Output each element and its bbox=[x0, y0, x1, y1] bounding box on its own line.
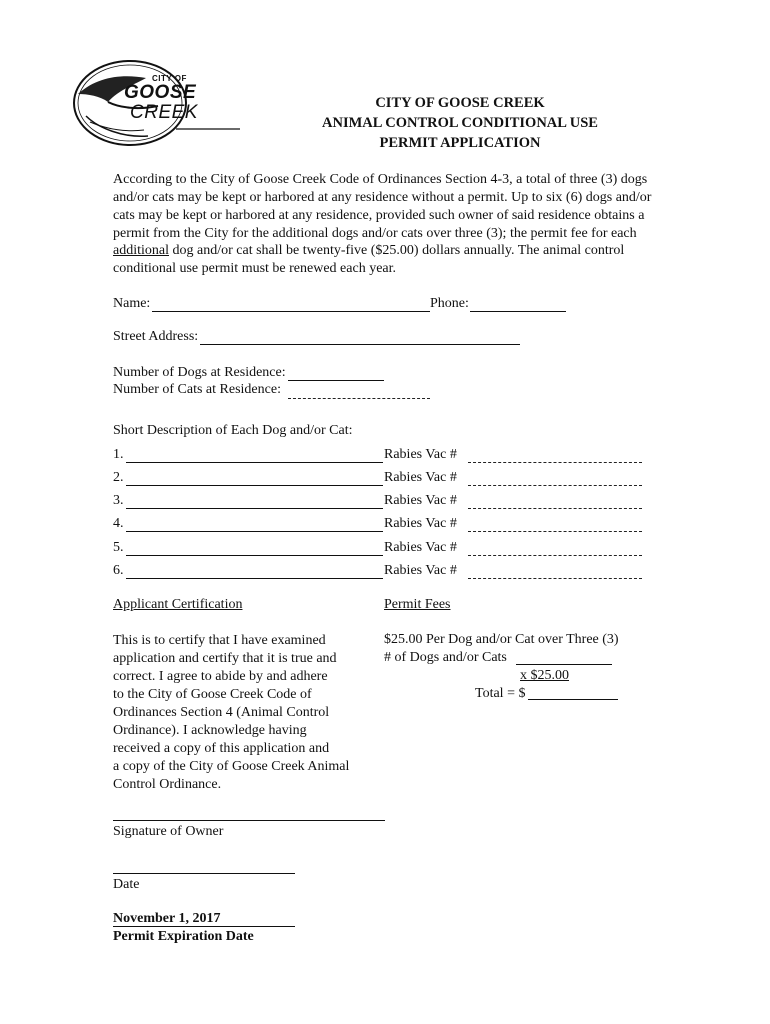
logo-goose: GOOSE bbox=[124, 82, 197, 103]
certification-line-9: Control Ordinance. bbox=[113, 777, 222, 792]
certification-heading: Applicant Certification bbox=[113, 597, 243, 612]
rabies-vac-label-1: Rabies Vac # bbox=[384, 447, 457, 462]
fee-multiplier: x $25.00 bbox=[520, 668, 569, 683]
permit-fees-heading: Permit Fees bbox=[384, 597, 451, 612]
rabies-vac-label-4: Rabies Vac # bbox=[384, 516, 457, 531]
description-row-2-number: 2. bbox=[113, 470, 124, 485]
description-row-4-input[interactable] bbox=[126, 531, 383, 532]
intro-line-6: conditional use permit must be renewed each year. bbox=[113, 261, 397, 276]
rabies-vac-input-4[interactable] bbox=[468, 531, 642, 532]
description-row-6-number: 6. bbox=[113, 563, 124, 578]
logo-creek: CREEK bbox=[130, 102, 198, 123]
rabies-vac-input-3[interactable] bbox=[468, 508, 642, 509]
intro-line-5-rest: dog and/or cat shall be twenty-five ($25.00) dollars annually. The animal control bbox=[169, 243, 625, 258]
cats-count-label: Number of Cats at Residence: bbox=[113, 382, 281, 397]
description-row-5-input[interactable] bbox=[126, 555, 383, 556]
name-label: Name: bbox=[113, 296, 151, 311]
dogs-count-input[interactable] bbox=[288, 380, 384, 381]
certification-line-3: correct. I agree to abide by and adhere bbox=[113, 669, 328, 684]
name-input[interactable] bbox=[152, 311, 430, 312]
rabies-vac-input-5[interactable] bbox=[468, 555, 642, 556]
fee-rate-text: $25.00 Per Dog and/or Cat over Three (3) bbox=[384, 632, 619, 647]
header-line-3: PERMIT APPLICATION bbox=[379, 135, 541, 151]
description-heading: Short Description of Each Dog and/or Cat: bbox=[113, 423, 353, 438]
dogs-count-label: Number of Dogs at Residence: bbox=[113, 365, 286, 380]
street-address-label: Street Address: bbox=[113, 329, 199, 344]
rabies-vac-input-2[interactable] bbox=[468, 485, 642, 486]
certification-line-5: Ordinances Section 4 (Animal Control bbox=[113, 705, 330, 720]
certification-text bbox=[113, 632, 373, 794]
header-line-2: ANIMAL CONTROL CONDITIONAL USE bbox=[322, 115, 598, 131]
fee-total-label: Total = $ bbox=[475, 686, 526, 701]
expiration-date-value: November 1, 2017 bbox=[113, 911, 221, 926]
certification-line-2: application and certify that it is true and bbox=[113, 651, 337, 666]
logo-city-of: CITY OF bbox=[152, 74, 187, 83]
fee-count-label: # of Dogs and/or Cats bbox=[384, 650, 507, 665]
rabies-vac-label-6: Rabies Vac # bbox=[384, 563, 457, 578]
certification-line-6: Ordinance). I acknowledge having bbox=[113, 723, 307, 738]
rabies-vac-label-3: Rabies Vac # bbox=[384, 493, 457, 508]
intro-line-3: cats may be kept or harbored at any residence, provided such owner of said residence obtains a bbox=[113, 208, 645, 223]
expiration-date-underline bbox=[113, 926, 295, 927]
owner-signature-input[interactable] bbox=[113, 820, 385, 821]
intro-line-5 bbox=[113, 243, 624, 259]
description-row-4-number: 4. bbox=[113, 516, 124, 531]
intro-line-2: and/or cats may be kept or harbored at any residence without a permit. Up to six (6) dogs and/or bbox=[113, 190, 652, 205]
owner-signature-label: Signature of Owner bbox=[113, 824, 224, 839]
rabies-vac-input-1[interactable] bbox=[468, 462, 642, 463]
date-label: Date bbox=[113, 877, 140, 892]
expiration-date-label: Permit Expiration Date bbox=[113, 929, 254, 944]
description-row-5-number: 5. bbox=[113, 540, 124, 555]
intro-line-1: According to the City of Goose Creek Code of Ordinances Section 4-3, a total of three (3) dogs bbox=[113, 172, 648, 187]
phone-label: Phone: bbox=[430, 296, 469, 311]
description-row-1-input[interactable] bbox=[126, 462, 383, 463]
intro-additional-word: additional bbox=[113, 243, 169, 258]
city-logo bbox=[68, 56, 258, 151]
description-row-3-number: 3. bbox=[113, 493, 124, 508]
intro-line-4: permit from the City for the additional dogs and/or cats over three (3); the permit fee for each bbox=[113, 226, 637, 241]
cats-count-input[interactable] bbox=[288, 398, 430, 399]
street-address-input[interactable] bbox=[200, 344, 520, 345]
fee-count-input[interactable] bbox=[516, 664, 612, 665]
header-line-1: CITY OF GOOSE CREEK bbox=[375, 95, 545, 111]
certification-line-1: This is to certify that I have examined bbox=[113, 633, 326, 648]
certification-line-7: received a copy of this application and bbox=[113, 741, 330, 756]
phone-input[interactable] bbox=[470, 311, 566, 312]
fee-total-input[interactable] bbox=[528, 699, 618, 700]
certification-line-8: a copy of the City of Goose Creek Animal bbox=[113, 759, 350, 774]
rabies-vac-label-5: Rabies Vac # bbox=[384, 540, 457, 555]
certification-line-4: to the City of Goose Creek Code of bbox=[113, 687, 312, 702]
description-row-2-input[interactable] bbox=[126, 485, 383, 486]
description-row-3-input[interactable] bbox=[126, 508, 383, 509]
description-row-1-number: 1. bbox=[113, 447, 124, 462]
rabies-vac-input-6[interactable] bbox=[468, 578, 642, 579]
date-input[interactable] bbox=[113, 873, 295, 874]
description-row-6-input[interactable] bbox=[126, 578, 383, 579]
rabies-vac-label-2: Rabies Vac # bbox=[384, 470, 457, 485]
